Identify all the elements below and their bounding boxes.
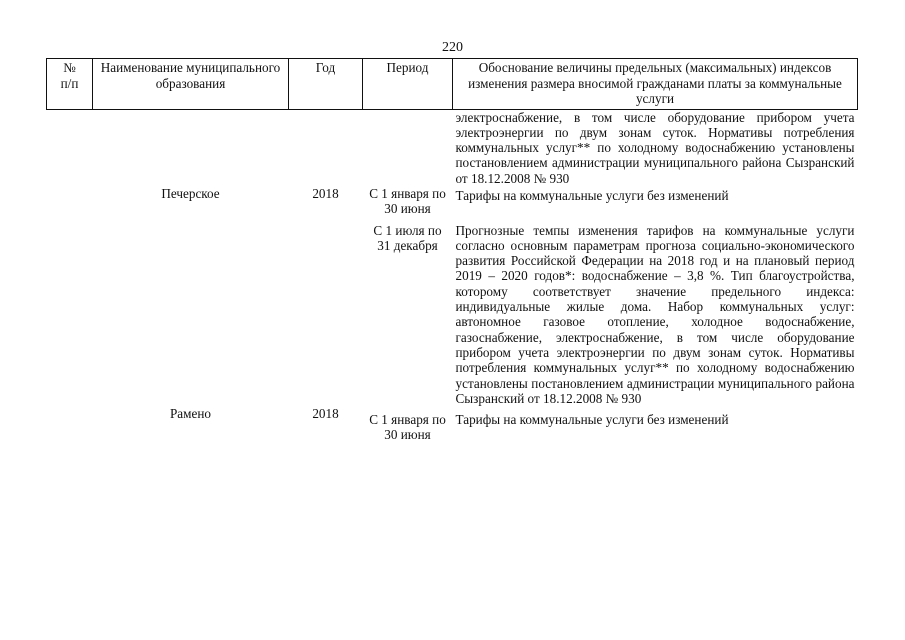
cell-number [47,217,93,407]
header-justification: Обоснование величины предельных (максимальных) индексов изменения размера вносимой гражданами платы за коммунальные услуги [453,59,858,110]
cell-period: С 1 января по 30 июня [369,185,446,217]
cell-period: С 1 января по 30 июня [369,412,446,443]
cell-justification-continued: электроснабжение, в том числе оборудование прибором учета электроэнергии по двум зонам суток. Нормативы потребления коммунальных услуг** по холодному водоснабжению установлены постановлением администрации муниципального района Сызранский от 18.12.2008 № 930 [455,109,855,186]
cell-name: Печерское [161,185,220,201]
cell-justification: Тарифы на коммунальные услуги без изменений [455,187,729,203]
cell-name [93,109,289,186]
cell-year [289,109,363,186]
cell-number [47,406,93,443]
cell-justification: Тарифы на коммунальные услуги без изменений [455,412,729,428]
cell-justification: Прогнозные темпы изменения тарифов на коммунальные услуги согласно основным параметрам прогноза социально-экономического развития Российской Федерации на 2018 год и на плановый период 2019 – 2020 годов*: водоснабжение – 3,8 %. Тип благоустройства, которому соответствует значение предельного индекса: индивидуальные жилые дома. Набор коммунальных услуг: автономное газовое отопление, холодное водоснабжение, газоснабжение, электроснабжение, в том числе оборудование прибором учета электроэнергии по двум зонам суток. Нормативы потребления коммунальных услуг** по холодному водоснабжению установлены постановлением администрации муниципального района Сызранский от 18.12.2008 № 930 [455,222,855,406]
header-number: № п/п [47,59,93,110]
cell-period [363,109,453,186]
table-header [47,59,858,110]
cell-name: Рамено [169,406,212,422]
header-period: Период [363,59,453,110]
cell-name [93,217,289,407]
header-year: Год [289,59,363,110]
cell-year [289,217,363,407]
cell-year: 2018 [312,406,339,422]
table-row [47,186,858,217]
cell-number [47,186,93,217]
cell-period: С 1 июля по 31 декабря [373,222,442,253]
table-row [47,406,858,443]
cell-year: 2018 [312,185,339,201]
table-row-continuation [47,109,858,186]
tariff-table [46,58,858,443]
table-row [47,217,858,407]
page-number: 220 [442,40,463,55]
cell-number [47,109,93,186]
header-municipality: Наименование муниципального образования [93,59,289,110]
